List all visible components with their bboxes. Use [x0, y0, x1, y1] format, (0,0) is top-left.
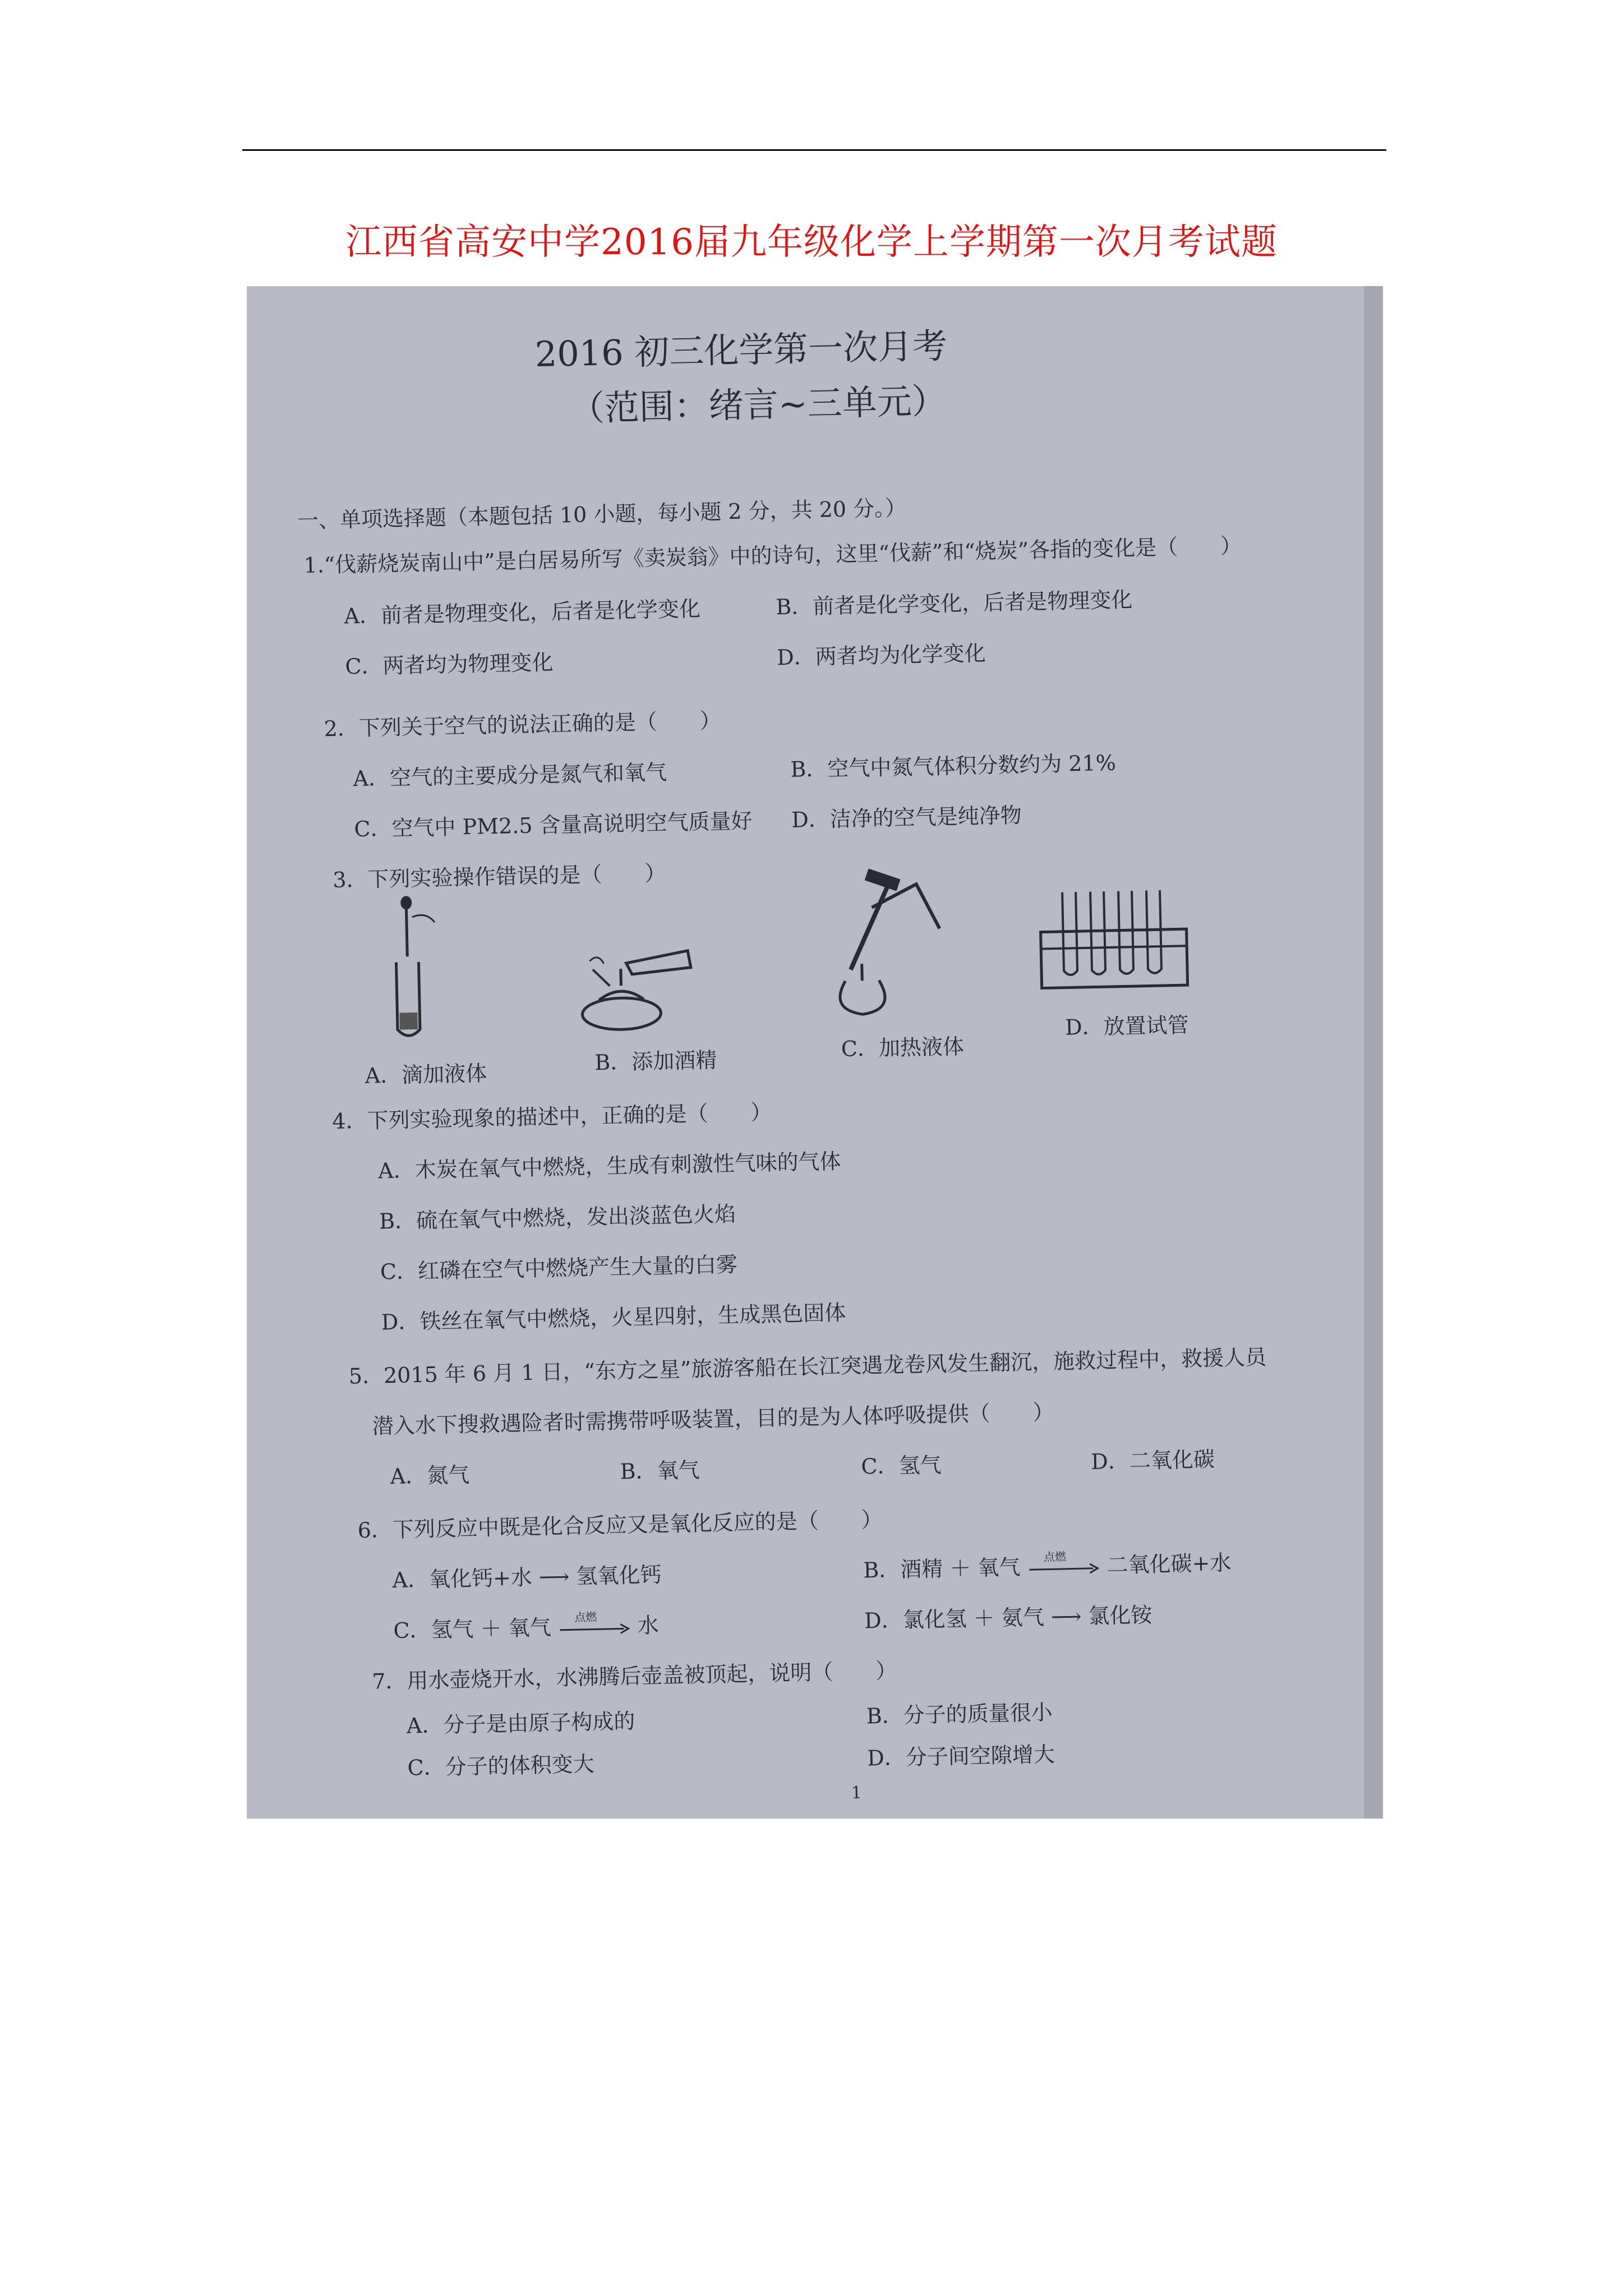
ignite-arrow: [1027, 1549, 1100, 1580]
q4-option-a: A．木炭在氧气中燃烧，生成有刺激性气味的气体: [377, 1149, 841, 1184]
q2-option-c: C．空气中 PM2.5 含量高说明空气质量好: [354, 808, 753, 842]
ignite-arrow: [557, 1609, 631, 1640]
q6-stem: 6．下列反应中既是化合反应又是氧化反应的是（ ）: [357, 1507, 883, 1543]
tube-rack-figure: [1029, 884, 1199, 1000]
q6-b-reactants: B．酒精 ＋ 氧气: [863, 1554, 1021, 1583]
alcohol-lamp-figure: [558, 928, 706, 1037]
q4-option-d: D．铁丝在氧气中燃烧，火星四射，生成黑色固体: [381, 1300, 846, 1335]
q1-option-b: B．前者是化学变化，后者是物理变化: [775, 587, 1133, 620]
q1-option-a: A．前者是物理变化，后者是化学变化: [344, 596, 701, 629]
q4-option-b: B．硫在氧气中燃烧，发出淡蓝色火焰: [379, 1202, 736, 1234]
document-title: 江西省高安中学2016届九年级化学上学期第一次月考试题: [345, 222, 1278, 263]
q7-option-b: B．分子的质量很小: [866, 1700, 1053, 1729]
q2-option-a: A．空气的主要成分是氮气和氧气: [353, 760, 667, 792]
q7-stem: 7．用水壶烧开水，水沸腾后壶盖被顶起，说明（ ）: [371, 1658, 897, 1694]
arrow-label: 点燃: [574, 1609, 597, 1624]
q2-option-d: D．洁净的空气是纯净物: [791, 803, 1022, 832]
q5-option-a: A．氮气: [390, 1462, 470, 1489]
dropper-tube-figure: [372, 894, 442, 1041]
q2-option-b: B．空气中氮气体积分数约为 21%: [790, 750, 1117, 782]
q6-option-a: A．氧化钙+水 ⟶ 氢氧化钙: [392, 1562, 662, 1593]
exam-sheet: [247, 286, 1383, 1819]
q5-option-c: C．氢气: [861, 1452, 942, 1479]
q3-label-a: A．滴加液体: [365, 1061, 487, 1088]
q3-label-c: C．加热液体: [841, 1034, 965, 1062]
q5-stem-line1: 5．2015 年 6 月 1 日，“东方之星”旅游客船在长江突遇龙卷风发生翻沉，施救过程中，救援人员: [348, 1345, 1267, 1389]
q1-option-c: C．两者均为物理变化: [344, 650, 554, 679]
exam-heading: 2016 初三化学第一次月考: [534, 325, 948, 375]
q1-option-d: D．两者均为化学变化: [776, 641, 986, 670]
page-number: 1: [851, 1783, 863, 1803]
header-rule: [242, 149, 1386, 151]
photo-edge: [1364, 286, 1383, 1819]
q7-option-a: A．分子是由原子构成的: [406, 1708, 635, 1738]
heating-liquid-figure: [804, 861, 953, 1027]
q7-option-c: C．分子的体积变大: [407, 1751, 595, 1780]
q2-stem: 2．下列关于空气的说法正确的是（ ）: [324, 708, 722, 742]
q4-stem: 4．下列实验现象的描述中，正确的是（ ）: [331, 1099, 772, 1134]
q6-option-d: D．氯化氢 ＋ 氨气 ⟶ 氯化铵: [864, 1602, 1152, 1634]
arrow-label: 点燃: [1043, 1549, 1067, 1564]
q7-option-d: D．分子间空隙增大: [866, 1742, 1055, 1771]
q5-option-d: D．二氧化碳: [1090, 1447, 1215, 1474]
exam-photo: [247, 286, 1383, 1819]
q5-stem-line2: 潜入水下搜救遇险者时需携带呼吸装置，目的是为人体呼吸提供（ ）: [372, 1400, 1054, 1439]
q6-option-c: [393, 1608, 659, 1644]
q6-b-products: 二氧化碳+水: [1106, 1550, 1232, 1578]
q6-c-reactants: C．氢气 ＋ 氧气: [393, 1615, 552, 1643]
q3-stem: 3．下列实验操作错误的是（ ）: [332, 861, 666, 892]
exam-scope: （范围：绪言~三单元）: [569, 380, 947, 429]
q3-label-d: D．放置试管: [1064, 1013, 1189, 1040]
q1-stem: 1.“伐薪烧炭南山中”是白居易所写《卖炭翁》中的诗句，这里“伐薪”和“烧炭”各指的变化是（ ）: [303, 533, 1242, 578]
q5-option-b: B．氧气: [620, 1457, 700, 1484]
q6-option-b: [863, 1545, 1232, 1584]
section-title: 一、单项选择题（本题包括 10 小题，每小题 2 分，共 20 分。）: [297, 495, 907, 533]
q6-c-products: 水: [637, 1613, 660, 1638]
q3-label-b: B．添加酒精: [594, 1047, 717, 1075]
q4-option-c: C．红磷在空气中燃烧产生大量的白雾: [380, 1251, 738, 1285]
